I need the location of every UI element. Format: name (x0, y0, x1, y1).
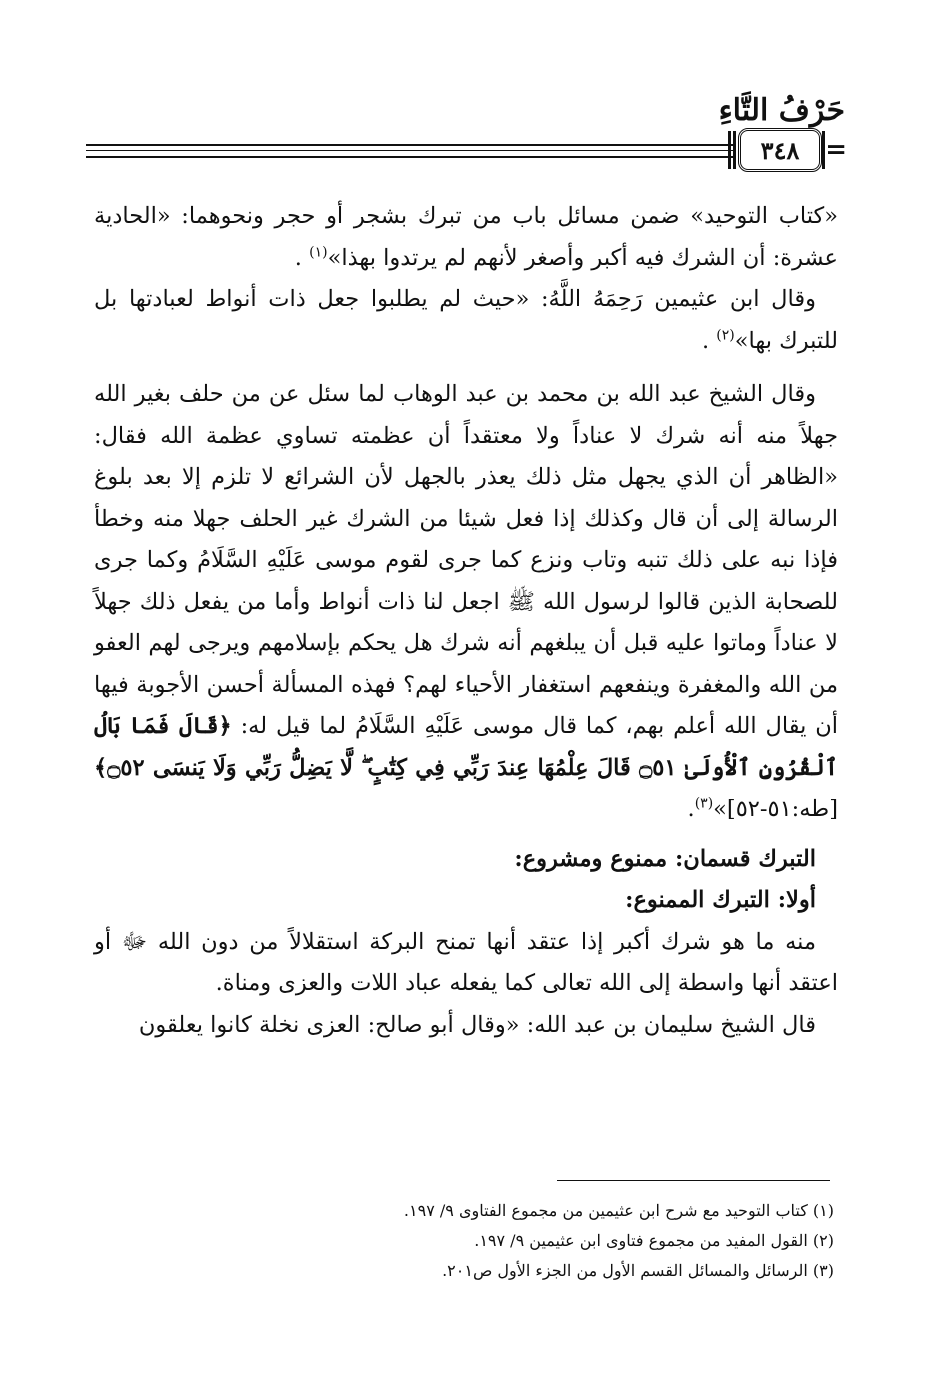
quran-reference: [طه:٥١-٥٢]» (713, 796, 838, 822)
footnote-2: (٢) القول المفيد من مجموع فتاوى ابن عثيمين ٩/ ١٩٧. (474, 1231, 834, 1250)
footnote-3: (٣) الرسائل والمسائل القسم الأول من الجزء الأول ص٢٠١. (442, 1261, 834, 1280)
header-rule-bottom (86, 156, 736, 158)
header-equals-mark: = (825, 135, 847, 165)
header-rule-middle (86, 150, 736, 151)
footnote-separator (557, 1180, 830, 1181)
section-heading: التبرك قسمان: ممنوع ومشروع: (514, 845, 816, 872)
main-text (94, 196, 838, 1046)
header-rule-top (86, 144, 736, 146)
footnote-ref-3: (٣) (694, 795, 714, 812)
paragraph-5: قال الشيخ سليمان بن عبد الله: «وقال أبو صالح: العزى نخلة كانوا يعلقون (138, 1011, 816, 1038)
footnote-ref-1: (١) (309, 244, 328, 260)
page-number-bar-left (728, 131, 731, 169)
paragraph-4: منه ما هو شرك أكبر إذا عتقد أنها تمنح البركة استقلالاً من دون الله ﷻ أو اعتقد أنها واسطة إلى الله تعالى كما يفعله عباد اللات والعزى ومناة. (94, 928, 838, 996)
page-number: ٣٤٨ (738, 128, 822, 172)
page-number-bar-left-inner (733, 131, 736, 169)
paragraph-2: وقال ابن عثيمين رَحِمَهُ اللَّهُ: «حيث لم يطلبوا جعل ذات أنواط لعبادتها بل للتبرك بها»$^{(٢)}$ . (94, 286, 838, 354)
footnote-ref-2: (٢) (716, 327, 735, 343)
footnotes (234, 1196, 834, 1286)
footnote-1: (١) كتاب التوحيد مع شرح ابن عثيمين من مجموع الفتاوى ٩/ ١٩٧. (403, 1201, 834, 1220)
page-title: حَرْفُ التَّاءِ (718, 93, 845, 128)
quran-verse: ﴿قَالَ فَمَا بَالُ ٱلْقُرُونِ ٱلْأُولَىٰ ۝٥١ قَالَ عِلْمُهَا عِندَ رَبِّي فِي كِتَٰبٍ ۖ لَّا يَضِلُّ رَبِّي وَلَا يَنسَى ۝٥٢﴾ (94, 713, 839, 781)
paragraph-1: «كتاب التوحيد» ضمن مسائل باب من تبرك بشجر أو حجر ونحوهما: «الحادية عشرة: أن الشرك فيه أكبر وأصغر لأنهم لم يرتدوا بهذا»$^{(١)}$ . (94, 203, 838, 271)
paragraph-3: وقال الشيخ عبد الله بن محمد بن عبد الوهاب لما سئل عن من حلف بغير الله جهلاً منه أنه شرك لا عناداً ولا معتقداً أن عظمته تساوي عظمة الله فقال: «الظاهر أن الذي يجهل مثل ذلك يعذر بالجهل لأن الشرائع لا تلزم إلا بعد بلوغ الرسالة إلى أن قال وكذلك إذا فعل شيئا من الشرك غير الحلف جهلا منه وخطأ فإذا نبه على ذلك تنبه وتاب ونزع كما جرى لقوم موسى عَلَيْهِ السَّلَامُ وكما جرى للصحابة الذين قالوا لرسول الله ﷺ اجعل لنا ذات أنواط وأما من يفعل ذلك جهلاً لا عناداً وماتوا عليه قبل أن يبلغهم أنه شرك هل يحكم بإسلامهم ويرجى لهم العفو من الله والمغفرة وينفعهم استغفار الأحياء لهم؟ فهذه المسألة أحسن الأجوبة فيها أن يقال الله أعلم بهم، كما قال موسى عَلَيْهِ السَّلَامُ لما قيل له: ﴿قَالَ فَمَا بَالُ ٱلْقُرُونِ ٱلْأُولَىٰ ۝٥١ قَالَ عِلْمُهَا عِندَ رَبِّي فِي كِتَٰبٍ ۖ لَّا يَضِلُّ رَبِّي وَلَا يَنسَى ۝٥٢﴾ [طه:٥١-٥٢]»$^{(٣)}$. (94, 381, 839, 822)
subsection-heading: أولا: التبرك الممنوع: (625, 887, 816, 913)
